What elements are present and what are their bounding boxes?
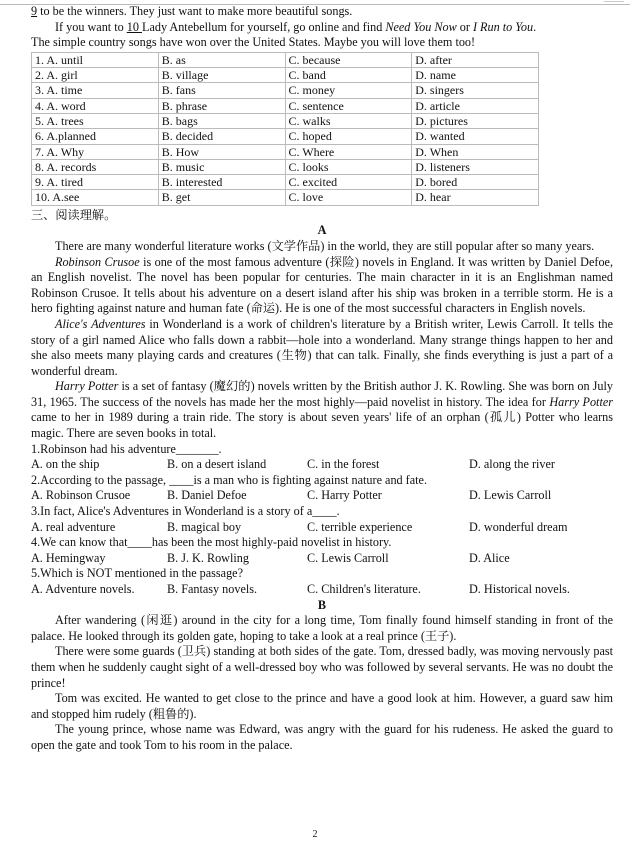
options-table <box>31 52 539 206</box>
answer-choice[interactable]: D. Alice <box>469 550 510 565</box>
option-cell: C. walks <box>285 113 412 128</box>
option-cell: B. bags <box>158 113 285 128</box>
question-choices <box>31 551 613 567</box>
questions <box>31 442 613 598</box>
passage-a-para-1: There are many wonderful literature works (文学作品) in the world, they are still popular after so many years. <box>55 238 595 253</box>
option-cell: B. interested <box>158 175 285 190</box>
option-row <box>32 68 539 83</box>
answer-choice[interactable]: B. Fantasy novels. <box>167 582 258 596</box>
option-cell: D. singers <box>412 83 539 98</box>
option-cell: D. after <box>412 52 539 67</box>
passage-b-para-2: There were some guards (卫兵) standing at both sides of the gate. Tom, dressed badly, was moving nervously past them when he suddenly caught sight of a well-dressed boy who was followed by several servants. He was no doubt the prince! <box>31 644 613 690</box>
question-stem: 3.In fact, Alice's Adventures in Wonderland is a story of a____. <box>31 504 340 519</box>
option-row <box>32 98 539 113</box>
cloze-line-1: 9 to be the winners. They just want to make more beautiful songs. <box>31 4 353 18</box>
answer-choice[interactable]: A. Robinson Crusoe <box>31 488 131 503</box>
passage-a-para-2: Robinson Crusoe is one of the most famous adventure (探险) novels in England. It was written by Daniel Defoe, an English novelist. The novel has been popular for centuries. The main character in it is an Englishman named Robinson Crusoe. It tells about his adventure on a desert island after his ship was broken in a terrible storm. He is a hero fighting against nature and human fate (命运). He is one of the most successful characters in English novels. <box>31 254 613 316</box>
question-stem: 5.Which is NOT mentioned in the passage? <box>31 566 243 581</box>
option-cell: B. How <box>158 144 285 159</box>
passage-a-para-4: Harry Potter is a set of fantasy (魔幻的) novels written by the British author J. K. Rowling. She was born on July 31, 1965. The success of the novels has made her the most highly—paid novelist in history. The idea for Harry Potter came to her in 1989 during a train ride. The story is about seven years' life of an orphan (孤儿) Potter who learns magic. There are seven books in total. <box>31 379 613 441</box>
option-cell: B. village <box>158 68 285 83</box>
option-cell: D. pictures <box>412 113 539 128</box>
option-cell: 10. A.see <box>32 190 159 205</box>
option-row <box>32 129 539 144</box>
answer-choice[interactable]: A. Hemingway <box>31 550 106 565</box>
passage-a-label: A <box>317 223 327 238</box>
page <box>31 4 613 754</box>
answer-choice[interactable]: C. Harry Potter <box>307 488 382 503</box>
option-cell: D. article <box>412 98 539 113</box>
option-cell: 2. A. girl <box>32 68 159 83</box>
question-choices <box>31 488 613 504</box>
question-stem: 4.We can know that____has been the most highly-paid novelist in history. <box>31 535 392 550</box>
option-cell: D. When <box>412 144 539 159</box>
option-cell: 4. A. word <box>32 98 159 113</box>
passage-b-para-3: Tom was excited. He wanted to get close to the prince and have a good look at him. However, a guard saw him and stopped him rudely (粗鲁的). <box>31 691 613 721</box>
question-choices <box>31 582 613 598</box>
option-cell: 9. A. tired <box>32 175 159 190</box>
option-cell: C. money <box>285 83 412 98</box>
option-cell: 7. A. Why <box>32 144 159 159</box>
option-row <box>32 113 539 128</box>
option-cell: C. because <box>285 52 412 67</box>
option-row <box>32 144 539 159</box>
answer-choice[interactable]: B. Daniel Defoe <box>167 488 247 503</box>
option-cell: 1. A. until <box>32 52 159 67</box>
answer-choice[interactable]: C. terrible experience <box>307 519 413 534</box>
option-row <box>32 190 539 205</box>
option-cell: D. wanted <box>412 129 539 144</box>
option-cell: B. phrase <box>158 98 285 113</box>
cloze-line-3: The simple country songs have won over the United States. Maybe you will love them too! <box>31 35 476 50</box>
option-cell: B. fans <box>158 83 285 98</box>
answer-choice[interactable]: D. along the river <box>469 457 555 472</box>
option-cell: 5. A. trees <box>32 113 159 128</box>
answer-choice[interactable]: A. real adventure <box>31 519 116 534</box>
option-cell: C. excited <box>285 175 412 190</box>
option-cell: C. looks <box>285 159 412 174</box>
option-cell: D. listeners <box>412 159 539 174</box>
option-row <box>32 175 539 190</box>
option-cell: D. hear <box>412 190 539 205</box>
passage-a-para-3: Alice's Adventures in Wonderland is a work of children's literature by a British writer, Lewis Carroll. It tells the story of a girl named Alice who falls down a rabbit—hole into a wonderland. Many strange things happen to her and she also meets many playing cards and creatures (生物) that can talk. Finally, she finds everything is just a part of a wonderful dream. <box>31 316 613 378</box>
passage-b-label: B <box>317 597 327 612</box>
option-cell: 3. A. time <box>32 83 159 98</box>
option-row <box>32 159 539 174</box>
option-cell: B. music <box>158 159 285 174</box>
option-cell: C. love <box>285 190 412 205</box>
question-stem: 1.Robinson had his adventure_______. <box>31 441 222 456</box>
option-cell: 8. A. records <box>32 159 159 174</box>
option-cell: B. get <box>158 190 285 205</box>
answer-choice[interactable]: B. on a desert island <box>167 457 267 472</box>
header-tag: —— <box>604 0 624 7</box>
answer-choice[interactable]: D. wonderful dream <box>469 519 568 534</box>
question-choices <box>31 457 613 473</box>
answer-choice[interactable]: B. J. K. Rowling <box>167 550 249 565</box>
answer-choice[interactable]: B. magical boy <box>167 519 242 534</box>
option-cell: C. hoped <box>285 129 412 144</box>
option-row <box>32 83 539 98</box>
option-cell: C. sentence <box>285 98 412 113</box>
option-cell: C. band <box>285 68 412 83</box>
question-stem: 2.According to the passage, ____is a man who is fighting against nature and fate. <box>31 472 427 487</box>
option-row <box>32 52 539 67</box>
option-cell: 6. A.planned <box>32 129 159 144</box>
answer-choice[interactable]: C. Children's literature. <box>307 582 421 596</box>
section-heading: 三、阅读理解。 <box>31 207 117 222</box>
option-cell: B. as <box>158 52 285 67</box>
option-cell: D. bored <box>412 175 539 190</box>
passage-b-para-4: The young prince, whose name was Edward, was angry with the guard for his rudeness. He asked the guard to open the gate and took Tom to his room in the palace. <box>31 722 613 752</box>
answer-choice[interactable]: C. Lewis Carroll <box>307 550 389 565</box>
option-cell: D. name <box>412 68 539 83</box>
answer-choice[interactable]: A. on the ship <box>31 457 100 472</box>
question-choices <box>31 520 613 536</box>
option-cell: B. decided <box>158 129 285 144</box>
answer-choice[interactable]: C. in the forest <box>307 457 380 472</box>
option-cell: C. Where <box>285 144 412 159</box>
passage-b-para-1: After wandering (闲逛) around in the city for a long time, Tom finally found himself standing in front of the palace. He looked through its golden gate, hoping to take a look at a real prince (王子). <box>31 613 613 643</box>
answer-choice[interactable]: D. Historical novels. <box>469 582 570 596</box>
page-number: 2 <box>312 829 318 840</box>
answer-choice[interactable]: A. Adventure novels. <box>31 582 135 596</box>
answer-choice[interactable]: D. Lewis Carroll <box>469 488 552 503</box>
cloze-line-2: If you want to 10 Lady Antebellum for yourself, go online and find Need You Now or I Run to You. <box>55 19 537 34</box>
